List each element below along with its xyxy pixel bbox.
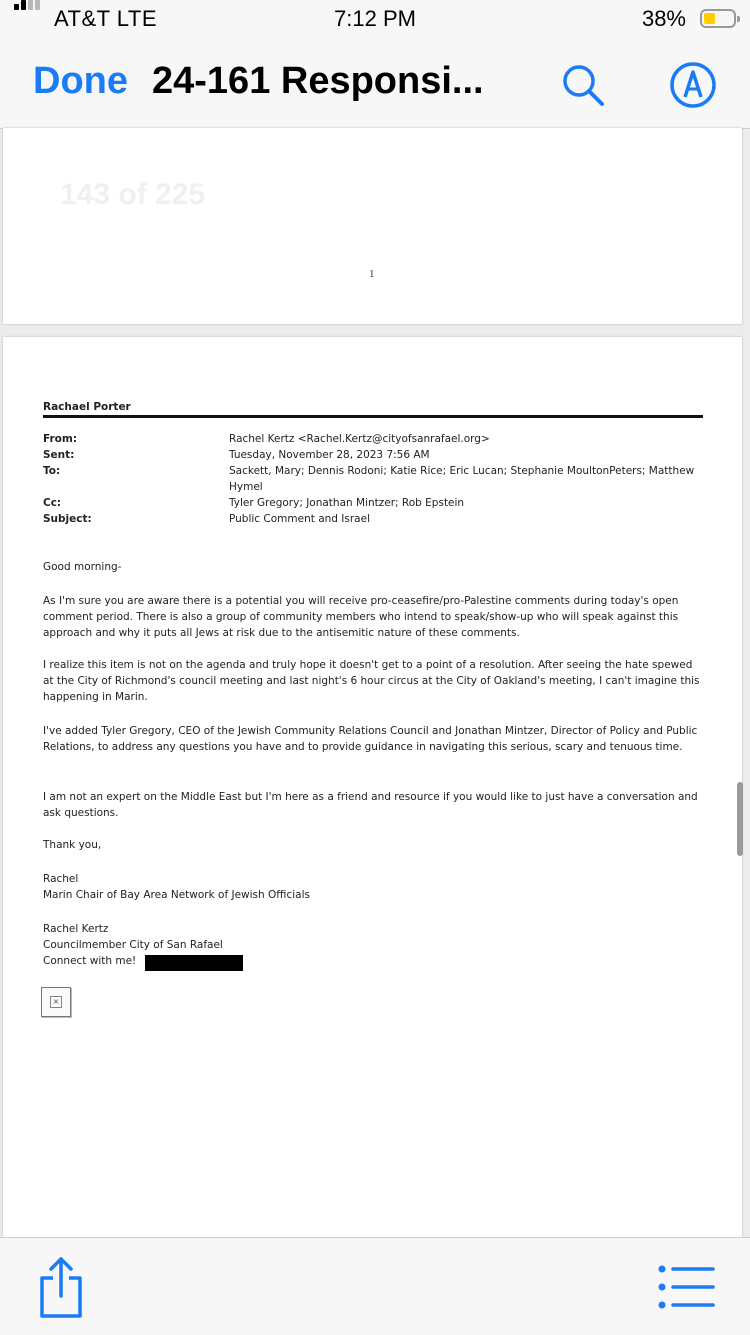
subject-value: Public Comment and Israel [229,513,370,525]
status-bar [0,0,750,40]
signoff-name: Rachel [43,873,79,885]
carrier-label: AT&T LTE [54,6,158,31]
redaction-bar [145,955,243,971]
share-icon[interactable] [34,1256,88,1320]
document-page[interactable] [3,337,742,1237]
bottom-toolbar [0,1237,750,1335]
to-value: Sackett, Mary; Dennis Rodoni; Katie Rice; Eric Lucan; Stephanie MoultonPeters; Matthew Hymel [229,465,695,493]
scrollbar[interactable] [737,782,743,856]
subject-label: Subject: [43,513,92,525]
broken-image-icon: × [41,987,71,1017]
battery-percent: 38% [641,6,686,31]
sender-name: Rachael Porter [43,401,131,413]
signature-name: Rachel Kertz [43,923,109,935]
cc-value: Tyler Gregory; Jonathan Mintzer; Rob Epstein [229,497,465,509]
from-label: From: [43,433,78,445]
page-number: 1 [369,268,375,280]
body-paragraph: I realize this item is not on the agenda and truly hope it doesn't get to a point of a resolution. After seeing the hate spewed at the City of Richmond's council meeting and last night's 6 hour circus at the City of Oakland's meeting, I can't imagine this happening in Marin. [43,659,700,703]
to-label: To: [43,465,61,477]
cc-label: Cc: [43,497,62,509]
signature-title: Councilmember City of San Rafael [43,939,223,951]
signature-connect: Connect with me! [43,955,137,967]
navigation-bar [0,40,750,129]
page-counter-overlay: 143 of 225 [60,178,206,211]
body-paragraph: I've added Tyler Gregory, CEO of the Jewish Community Relations Council and Jonathan Mintzer, Director of Policy and Public Relations, to address any questions you have and to provide guidance in navigating this serious, scary and tenuous time. [43,725,698,753]
clock: 7:12 PM [334,6,416,31]
sent-value: Tuesday, November 28, 2023 7:56 AM [229,449,430,461]
body-paragraph: I am not an expert on the Middle East but I'm here as a friend and resource if you would like to just have a conversation and ask questions. [43,791,698,819]
document-title: 24-161 Responsi... [152,60,484,102]
signoff-title: Marin Chair of Bay Area Network of Jewish Officials [43,889,310,901]
battery-icon [700,9,736,28]
list-icon[interactable] [656,1262,716,1312]
done-button[interactable]: Done [33,60,128,102]
markup-icon[interactable] [668,60,718,110]
sent-label: Sent: [43,449,75,461]
body-paragraph: As I'm sure you are aware there is a potential you will receive pro-ceasefire/pro-Palestine comments during today's open comment period. There is also a group of community members who intend to speak/show-up who will speak against this approach and why it puts all Jews at risk due to the antisemitic nature of these comments. [43,595,679,639]
from-value: Rachel Kertz <Rachel.Kertz@cityofsanrafael.org> [229,433,490,445]
document-page[interactable] [3,128,742,324]
greeting: Good morning- [43,561,122,573]
header-divider [43,415,703,418]
search-icon[interactable] [558,60,608,110]
closing: Thank you, [43,839,102,851]
